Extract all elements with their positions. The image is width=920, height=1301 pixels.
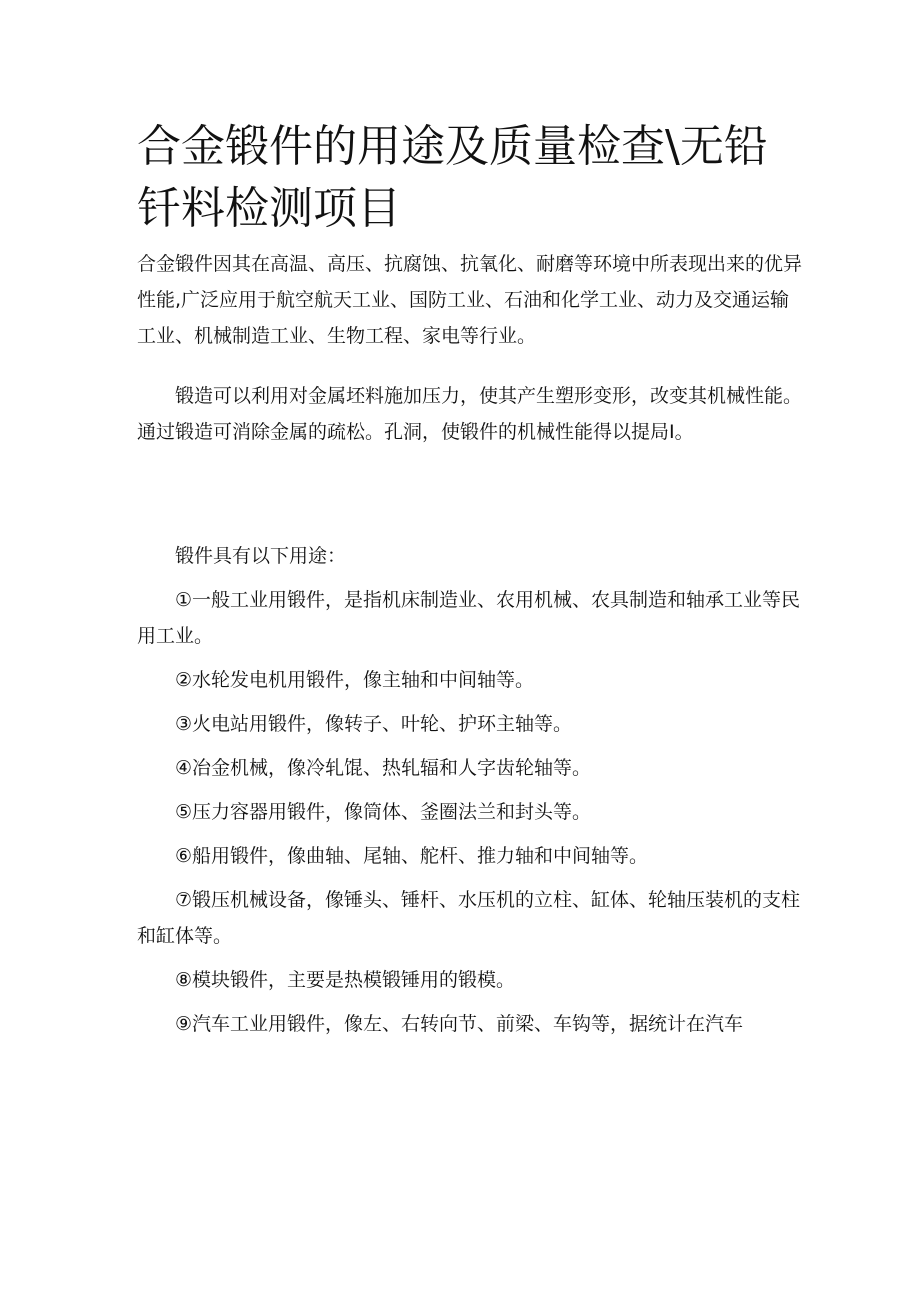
forging-paragraph: 锻造可以利用对金属坯料施加压力，使其产生塑形变形，改变其机械性能。通过锻造可消除金属的疏松。孔洞，使锻件的机械性能得以提局I。 [137,385,803,443]
use-item-1: ①一般工业用锻件，是指机床制造业、农用机械、农具制造和轴承工业等民用工业。 [137,589,801,647]
use-item-6: ⑥船用锻件，像曲轴、尾轴、舵杆、推力轴和中间轴等。 [175,845,649,867]
use-item-3: ③火电站用锻件，像转子、叶轮、护环主轴等。 [175,713,573,735]
use-item-5: ⑤压力容器用锻件，像筒体、釜圈法兰和封头等。 [175,801,592,823]
uses-heading: 锻件具有以下用途： [175,545,347,567]
use-item-4: ④冶金机械，像冷轧馄、热轧辐和人字齿轮轴等。 [175,757,592,779]
use-item-8: ⑧模块锻件，主要是热模锻锤用的锻模。 [175,969,516,991]
intro-paragraph: 合金锻件因其在高温、高压、抗腐蚀、抗氧化、耐磨等环境中所表现出来的优异性能,广泛应用于航空航天工业、国防工业、石油和化学工业、动力及交通运输工业、机械制造工业、生物工程、家电等行业。 [137,253,803,347]
document-title: 合金锻件的用途及质量检查\无铅钎料检测项目 [137,121,768,234]
use-item-7: ⑦锻压机械设备，像锤头、锤杆、水压机的立柱、缸体、轮轴压装机的支柱和缸体等。 [137,889,801,947]
use-item-9: ⑨汽车工业用锻件，像左、右转向节、前梁、车钩等，据统计在汽车 [175,1013,744,1035]
use-item-2: ②水轮发电机用锻件，像主轴和中间轴等。 [175,669,535,691]
